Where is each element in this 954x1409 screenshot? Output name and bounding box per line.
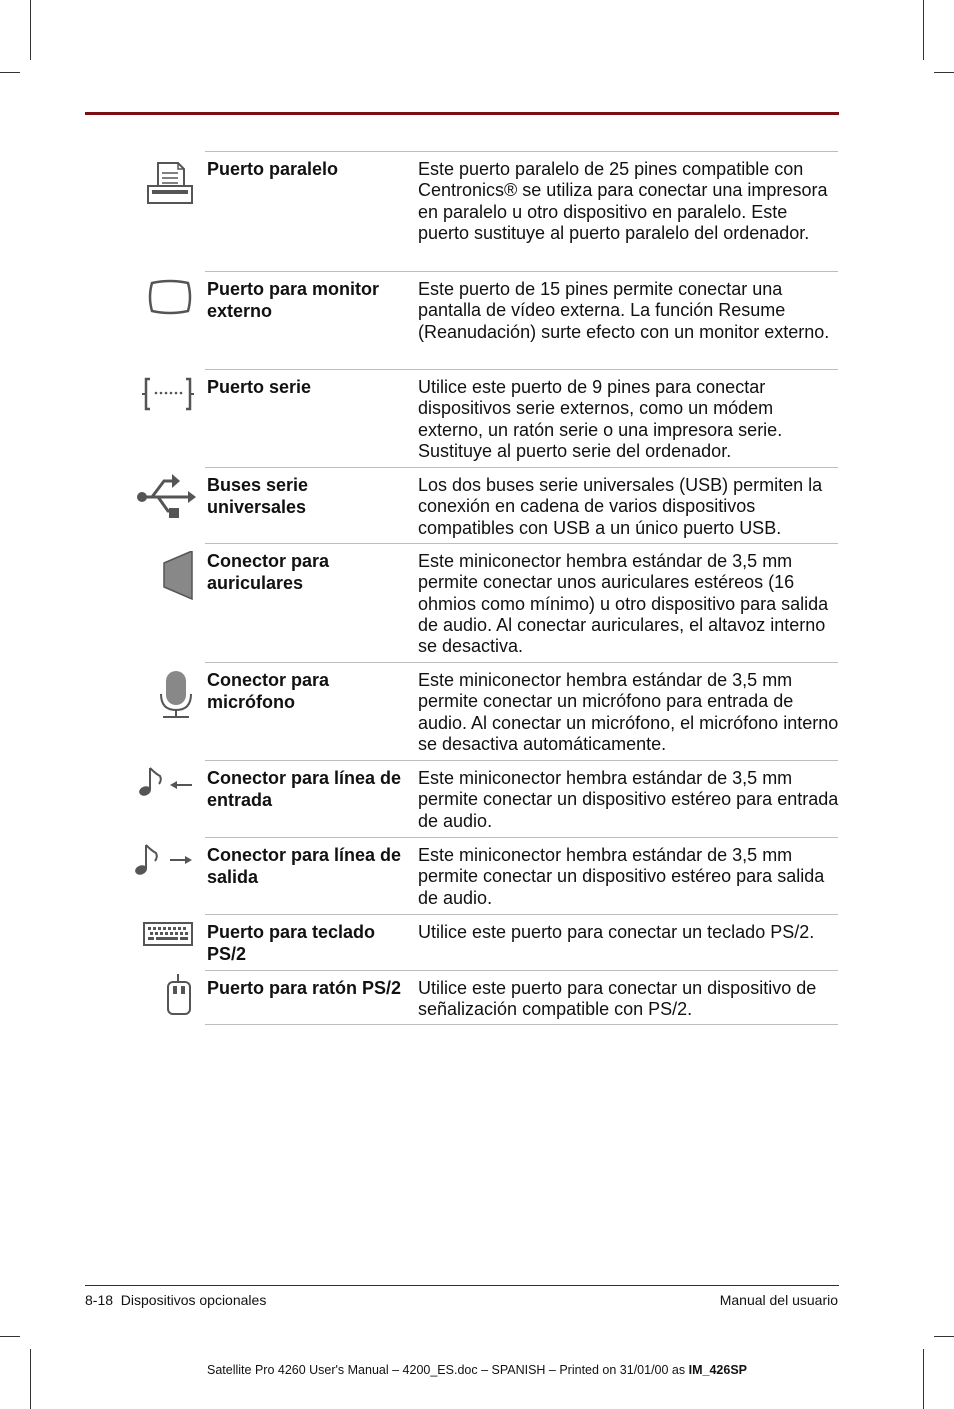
crop-mark	[0, 72, 20, 73]
line-out-icon	[128, 841, 200, 901]
row-separator	[205, 760, 838, 761]
line-in-icon	[128, 764, 200, 824]
term-description: Este miniconector hembra estándar de 3,5 mm permite conectar un dispositivo estéreo para entrada de audio.	[418, 768, 839, 831]
row-separator	[205, 467, 838, 468]
print-line-code: IM_426SP	[688, 1363, 747, 1377]
crop-mark	[923, 1349, 924, 1409]
term-description: Este puerto paralelo de 25 pines compatible con Centronics® se utiliza para conectar una impresora en paralelo u otro dispositivo en paralelo. Este puerto sustituye al puerto paralelo del ordenador.	[418, 159, 828, 243]
crop-mark	[923, 0, 924, 60]
term-description: Este miniconector hembra estándar de 3,5 mm permite conectar un dispositivo estéreo para salida de audio.	[418, 845, 825, 908]
row-separator	[205, 271, 838, 272]
term-description: Este puerto de 15 pines permite conectar una pantalla de vídeo externa. La función Resume (Reanudación) surte efecto con un monitor externo.	[418, 279, 830, 342]
term-label: Puerto para teclado PS/2	[207, 922, 376, 964]
row-separator	[205, 369, 838, 370]
serial-port-icon	[128, 375, 200, 435]
term-label: Conector para línea de entrada	[207, 768, 402, 810]
term-label: Buses serie universales	[207, 475, 309, 517]
print-line	[0, 1363, 954, 1377]
term-label: Puerto para monitor externo	[207, 279, 380, 321]
speaker-icon	[128, 551, 200, 611]
usb-icon	[128, 471, 200, 531]
microphone-icon	[128, 670, 200, 730]
print-line-text: Satellite Pro 4260 User's Manual – 4200_ES.doc – SPANISH – Printed on 31/01/00 as	[207, 1363, 686, 1377]
mouse-icon	[128, 974, 200, 1034]
printer-icon	[128, 159, 200, 219]
term-label: Conector para auriculares	[207, 551, 330, 593]
row-separator	[205, 543, 838, 544]
crop-mark	[30, 0, 31, 60]
row-separator	[205, 151, 838, 152]
row-separator	[205, 837, 838, 838]
term-label: Puerto paralelo	[207, 159, 339, 179]
header-rule	[85, 112, 839, 115]
crop-mark	[30, 1349, 31, 1409]
footer-section: 8-18 Dispositivos opcionales	[85, 1292, 267, 1308]
keyboard-icon	[128, 922, 200, 982]
term-description: Utilice este puerto para conectar un dispositivo de señalización compatible con PS/2.	[418, 978, 817, 1020]
footer-rule	[85, 1285, 839, 1286]
term-label: Puerto para ratón PS/2	[207, 978, 402, 998]
crop-mark	[0, 1336, 20, 1337]
crop-mark	[934, 1336, 954, 1337]
table-bottom-rule	[205, 1024, 838, 1025]
footer-manual-title: Manual del usuario	[719, 1292, 838, 1308]
row-separator	[205, 914, 838, 915]
term-description: Este miniconector hembra estándar de 3,5 mm permite conectar unos auriculares estéreos (16 ohmios como mínimo) u otro dispositivo para salida de audio. Al conectar auriculares, el altavoz interno se desactiva.	[418, 551, 829, 657]
term-label: Conector para micrófono	[207, 670, 330, 712]
term-description: Utilice este puerto para conectar un teclado PS/2.	[418, 922, 815, 942]
row-separator	[205, 970, 838, 971]
crop-mark	[934, 72, 954, 73]
term-label: Puerto serie	[207, 377, 312, 397]
row-separator	[205, 662, 838, 663]
term-label: Conector para línea de salida	[207, 845, 402, 887]
monitor-icon	[128, 279, 200, 339]
term-description: Utilice este puerto de 9 pines para conectar dispositivos serie externos, como un módem externo, un ratón serie o una impresora serie. Sustituye al puerto serie del ordenador.	[418, 377, 783, 461]
term-description: Este miniconector hembra estándar de 3,5 mm permite conectar un micrófono para entrada de audio. Al conectar un micrófono, el micrófono interno se desactiva automáticamente.	[418, 670, 839, 754]
term-description: Los dos buses serie universales (USB) permiten la conexión en cadena de varios dispositivos compatibles con USB a un único puerto USB.	[418, 475, 823, 538]
